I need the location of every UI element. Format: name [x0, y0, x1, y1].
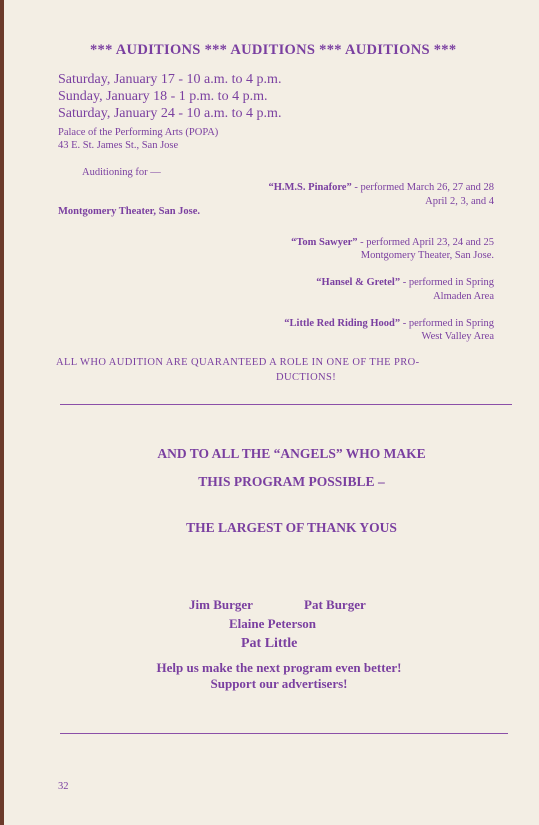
show-detail: - performed in Spring [400, 277, 494, 288]
audition-date-2: Sunday, January 18 - 1 p.m. to 4 p.m. [58, 89, 268, 104]
thanks-line-1: AND TO ALL THE “ANGELS” WHO MAKE [157, 446, 426, 461]
show-pinafore [268, 182, 494, 193]
show-hansel-gretel [316, 277, 494, 288]
closing-line-1: Help us make the next program even better! [156, 660, 402, 675]
closing-line-2: Support our advertisers! [210, 676, 348, 691]
thanks-line-3: THE LARGEST OF THANK YOUS [186, 520, 397, 535]
thanks-name-elaine-peterson: Elaine Peterson [229, 616, 317, 631]
audition-date-3: Saturday, January 24 - 10 a.m. to 4 p.m. [58, 106, 282, 121]
venue-address: 43 E. St. James St., San Jose [58, 140, 179, 151]
auditioning-for-label: Auditioning for — [82, 167, 161, 178]
page-number: 32 [58, 781, 69, 792]
show-red-riding-hood [284, 318, 494, 329]
thanks-line-2: THIS PROGRAM POSSIBLE – [198, 474, 385, 489]
show-detail: - performed in Spring [400, 318, 494, 329]
show-hansel-gretel-area: Almaden Area [433, 291, 494, 302]
show-detail: - performed March 26, 27 and 28 [351, 182, 494, 193]
show-title: “Tom Sawyer” [291, 237, 358, 248]
show-tom-sawyer [291, 237, 494, 248]
audition-date-1: Saturday, January 17 - 10 a.m. to 4 p.m. [58, 72, 282, 87]
venue-name: Palace of the Performing Arts (POPA) [58, 127, 219, 138]
show-pinafore-dates: April 2, 3, and 4 [425, 196, 494, 207]
divider-bottom [60, 733, 508, 734]
show-title: “Little Red Riding Hood” [284, 318, 401, 329]
show-detail: - performed April 23, 24 and 25 [357, 237, 494, 248]
show-title: “H.M.S. Pinafore” [268, 182, 352, 193]
auditions-banner: *** AUDITIONS *** AUDITIONS *** AUDITIONS *** [90, 42, 457, 58]
divider-top [60, 404, 512, 405]
show-red-riding-hood-area: West Valley Area [421, 331, 494, 342]
thanks-name-pat-little: Pat Little [241, 636, 298, 651]
show-title: “Hansel & Gretel” [316, 277, 401, 288]
pinafore-venue: Montgomery Theater, San Jose. [58, 206, 201, 217]
guarantee-line-2: DUCTIONS! [276, 372, 337, 383]
thanks-name-pat-burger: Pat Burger [304, 597, 366, 612]
show-tom-sawyer-venue: Montgomery Theater, San Jose. [360, 250, 494, 261]
thanks-name-jim-burger: Jim Burger [189, 597, 253, 612]
guarantee-line-1: ALL WHO AUDITION ARE QUARANTEED A ROLE IN ONE OF THE PRO- [56, 357, 420, 368]
